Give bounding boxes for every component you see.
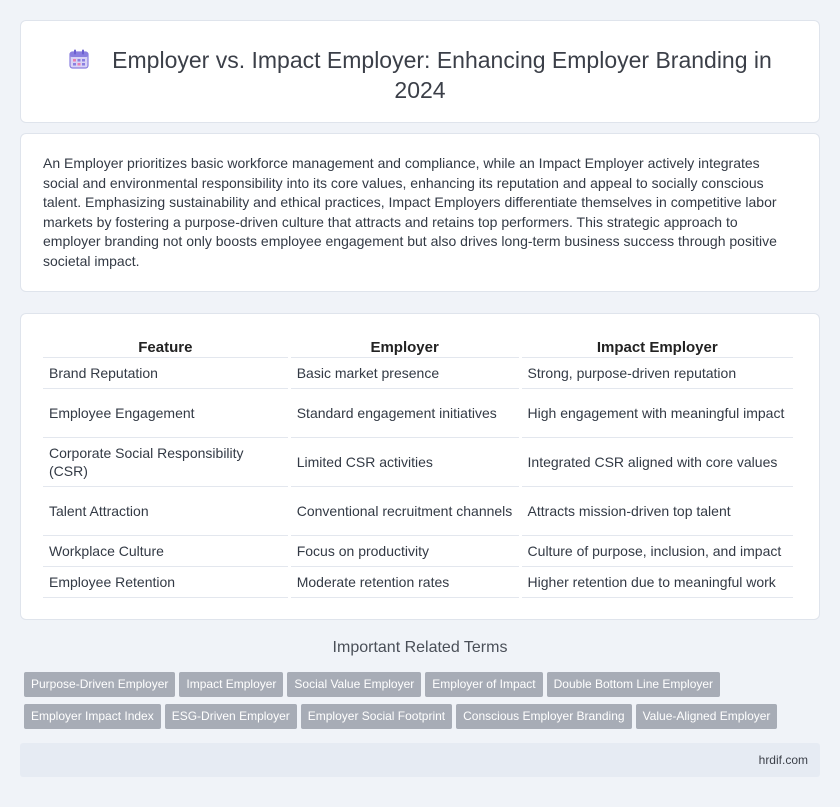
table-cell: Higher retention due to meaningful work bbox=[522, 567, 793, 598]
tag-conscious-employer-branding[interactable]: Conscious Employer Branding bbox=[456, 704, 631, 729]
table-cell: Strong, purpose-driven reputation bbox=[522, 358, 793, 389]
table-row bbox=[43, 567, 793, 598]
footer-site-link[interactable]: hrdif.com bbox=[758, 753, 808, 767]
tag-double-bottom-line-employer[interactable]: Double Bottom Line Employer bbox=[547, 672, 720, 697]
tag-employer-impact-index[interactable]: Employer Impact Index bbox=[24, 704, 161, 729]
table-cell: Focus on productivity bbox=[291, 536, 519, 567]
table-cell: Employee Retention bbox=[43, 567, 288, 598]
table-row bbox=[43, 389, 793, 438]
table-cell: Talent Attraction bbox=[43, 487, 288, 536]
intro-card bbox=[20, 133, 820, 292]
page-title-text: Employer vs. Impact Employer: Enhancing Employer Branding in 2024 bbox=[112, 47, 772, 103]
intro-paragraph: An Employer prioritizes basic workforce management and compliance, while an Impact Employer actively integrates social and environmental responsibility into its core values, enhancing its reputation and appeal to socially conscious talent. Emphasizing sustainability and ethical practices, Impact Employers differentiate themselves in competitive labor markets by fostering a purpose-driven culture that attracts and retains top performers. This strategic approach to employer branding not only boosts employee engagement but also drives long-term business success through positive societal impact. bbox=[43, 155, 777, 269]
related-terms-title: Important Related Terms bbox=[332, 639, 508, 656]
tag-social-value-employer[interactable]: Social Value Employer bbox=[287, 672, 421, 697]
title-card bbox=[20, 20, 820, 123]
calendar-icon bbox=[68, 48, 90, 70]
tag-employer-of-impact[interactable]: Employer of Impact bbox=[425, 672, 542, 697]
table-cell: Standard engagement initiatives bbox=[291, 389, 519, 438]
table-cell: Workplace Culture bbox=[43, 536, 288, 567]
table-row bbox=[43, 487, 793, 536]
table-cell: Limited CSR activities bbox=[291, 438, 519, 487]
table-row bbox=[43, 536, 793, 567]
table-cell: Moderate retention rates bbox=[291, 567, 519, 598]
table-header-row bbox=[43, 334, 793, 358]
table-cell: Brand Reputation bbox=[43, 358, 288, 389]
table-cell: Corporate Social Responsibility (CSR) bbox=[43, 438, 288, 487]
comparison-table bbox=[40, 334, 796, 598]
table-row bbox=[43, 358, 793, 389]
tag-esg-driven-employer[interactable]: ESG-Driven Employer bbox=[165, 704, 297, 729]
tag-row bbox=[24, 672, 824, 704]
tag-row bbox=[24, 704, 824, 736]
page-title bbox=[51, 45, 789, 105]
table-cell: Basic market presence bbox=[291, 358, 519, 389]
tag-purpose-driven-employer[interactable]: Purpose-Driven Employer bbox=[24, 672, 175, 697]
comparison-table-card bbox=[20, 313, 820, 620]
tag-value-aligned-employer[interactable]: Value-Aligned Employer bbox=[636, 704, 778, 729]
footer bbox=[20, 743, 820, 777]
table-cell: Culture of purpose, inclusion, and impact bbox=[522, 536, 793, 567]
table-cell: Conventional recruitment channels bbox=[291, 487, 519, 536]
tag-impact-employer[interactable]: Impact Employer bbox=[179, 672, 283, 697]
column-header-impact-employer: Impact Employer bbox=[522, 334, 793, 358]
column-header-feature: Feature bbox=[43, 334, 288, 358]
table-cell: High engagement with meaningful impact bbox=[522, 389, 793, 438]
column-header-employer: Employer bbox=[291, 334, 519, 358]
table-cell: Attracts mission-driven top talent bbox=[522, 487, 793, 536]
table-cell: Employee Engagement bbox=[43, 389, 288, 438]
related-terms-tags bbox=[24, 672, 824, 736]
tag-employer-social-footprint[interactable]: Employer Social Footprint bbox=[301, 704, 452, 729]
table-cell: Integrated CSR aligned with core values bbox=[522, 438, 793, 487]
table-row bbox=[43, 438, 793, 487]
